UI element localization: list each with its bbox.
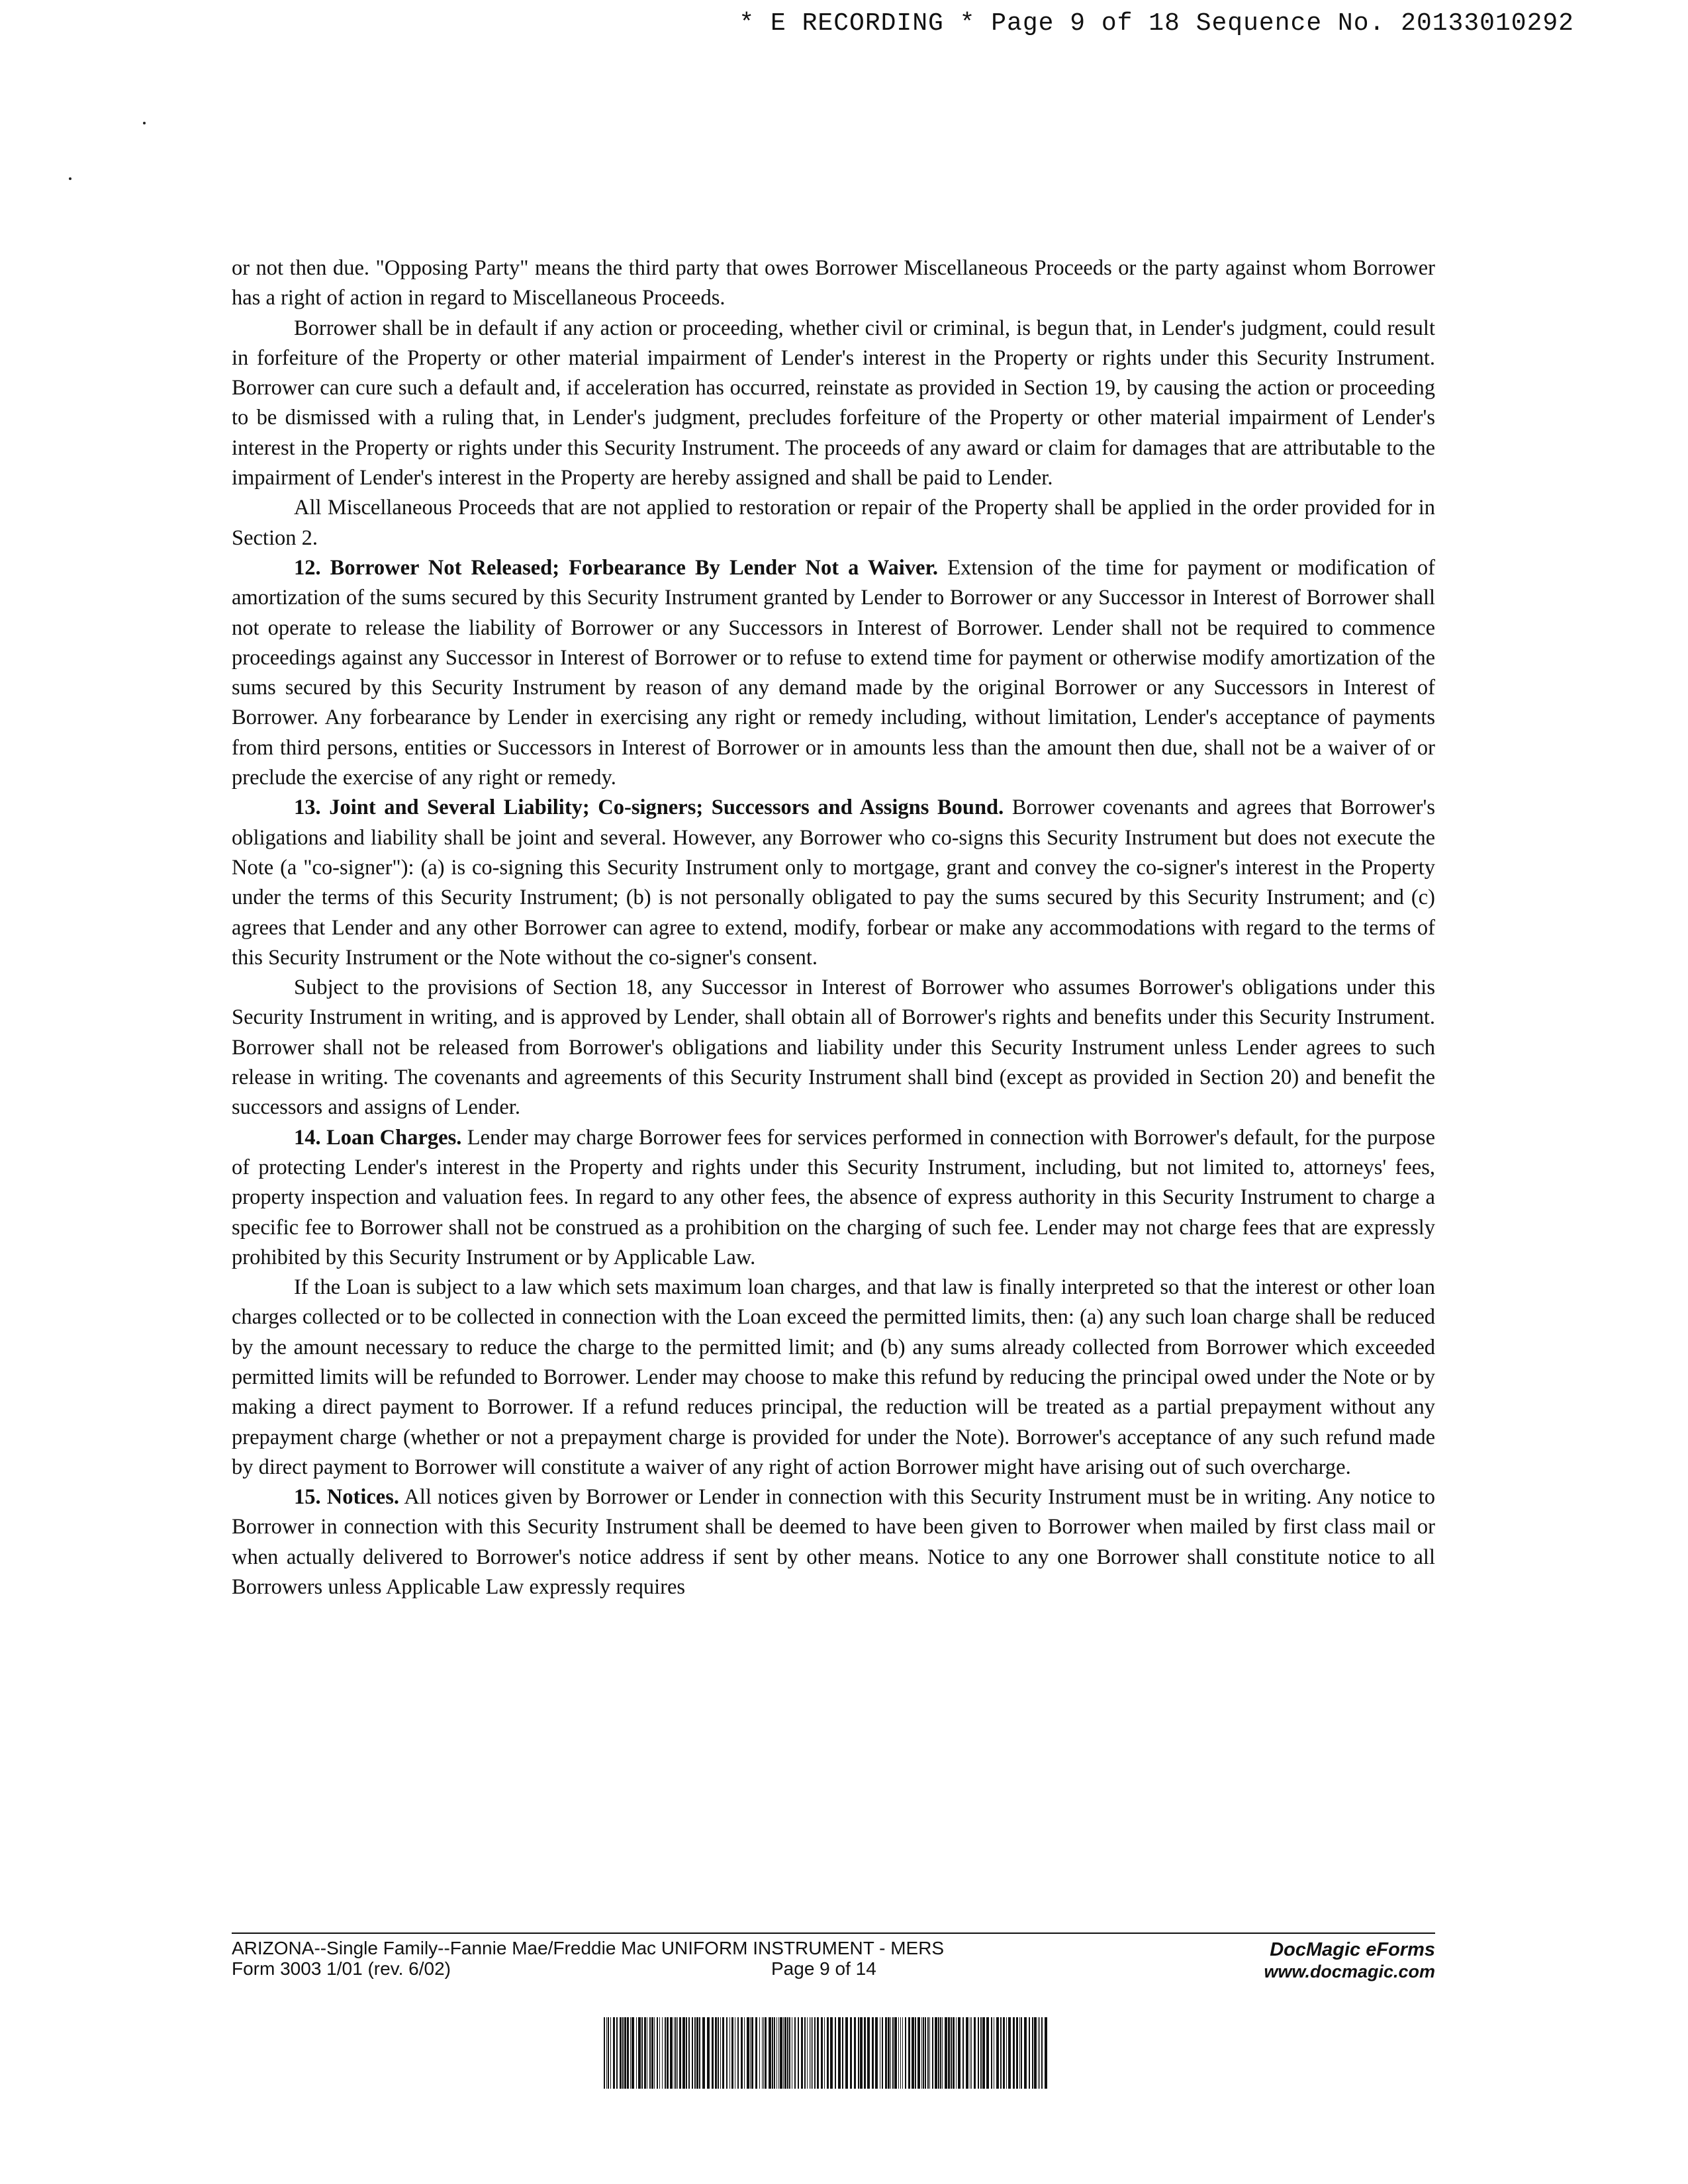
paragraph bbox=[232, 1482, 1435, 1602]
footer-brand bbox=[1264, 1939, 1435, 1983]
paragraph-text: Extension of the time for payment or modification of amortization of the sums secured by this Security Instrument granted by Lender to Borrower or any Successor in Interest of Borrower shall not operate to release the liability of Borrower or any Successors in Interest of Borrower. Lender shall not be required to commence proceedings against any Successor in Interest of Borrower or to refuse to extend time for payment or otherwise modify amortization of the sums secured by this Security Instrument by reason of any demand made by the original Borrower or any Successors in Interest of Borrower. Any forbearance by Lender in exercising any right or remedy including, without limitation, Lender's acceptance of payments from third persons, entities or Successors in Interest of Borrower or in amounts less than the amount then due, shall not be a waiver of or preclude the exercise of any right or remedy. bbox=[232, 555, 1435, 790]
paragraph-text: Lender may charge Borrower fees for services performed in connection with Borrower's default, for the purpose of protecting Lender's interest in the Property and rights under this Security Instrument, including, but not limited to, attorneys' fees, property inspection and valuation fees. In regard to any other fees, the absence of express authority in this Security Instrument to charge a specific fee to Borrower shall not be construed as a prohibition on the charging of such fee. Lender may not charge fees that are expressly prohibited by this Security Instrument or by Applicable Law. bbox=[232, 1125, 1435, 1269]
paragraph bbox=[232, 1123, 1435, 1273]
section-heading: 15. Notices. bbox=[294, 1485, 399, 1510]
scan-speck bbox=[143, 122, 146, 124]
paragraph bbox=[232, 253, 1435, 314]
docmagic-logo: DocMagic eForms bbox=[1270, 1939, 1435, 1960]
paragraph-text: If the Loan is subject to a law which sets maximum loan charges, and that law is finally interpreted so that the interest or other loan charges collected or to be collected in connection with the Loan exceed the permitted limits, then: (a) any such loan charge shall be reduced by the amount necessary to reduce the charge to the permitted limit; and (b) any sums already collected from Borrower which exceeded permitted limits will be refunded to Borrower. Lender may choose to make this refund by reducing the principal owed under the Note or by making a direct payment to Borrower. If a refund reduces principal, the reduction will be treated as a partial prepayment without any prepayment charge (whether or not a prepayment charge is provided for under the Note). Borrower's acceptance of any such refund made by direct payment to Borrower will constitute a waiver of any right of action Borrower might have arising out of such overcharge. bbox=[232, 1275, 1435, 1479]
footer-form-title: ARIZONA--Single Family--Fannie Mae/Freddie Mac UNIFORM INSTRUMENT - MERS bbox=[232, 1938, 945, 1958]
recording-header: * E RECORDING * Page 9 of 18 Sequence No. 20133010292 bbox=[739, 9, 1574, 38]
barcode-icon bbox=[604, 2017, 1047, 2089]
paragraph bbox=[232, 493, 1435, 553]
section-heading: 13. Joint and Several Liability; Co-signers; Successors and Assigns Bound. bbox=[294, 796, 1004, 820]
scan-speck bbox=[69, 177, 71, 180]
paragraph-text: All notices given by Borrower or Lender in connection with this Security Instrument must be in writing. Any notice to Borrower in connection with this Security Instrument shall be deemed to have been given to Borrower when mailed by first class mail or when actually delivered to Borrower's notice address if sent by other means. Notice to any one Borrower shall constitute notice to all Borrowers unless Applicable Law expressly requires bbox=[232, 1485, 1435, 1600]
footer-form-number: Form 3003 1/01 (rev. 6/02) bbox=[232, 1958, 451, 1979]
paragraph bbox=[232, 553, 1435, 793]
paragraph-text: Subject to the provisions of Section 18, any Successor in Interest of Borrower who assumes Borrower's obligations under this Security Instrument in writing, and is approved by Lender, shall obtain all of Borrower's rights and benefits under this Security Instrument. Borrower shall not be released from Borrower's obligations and liability under this Security Instrument unless Lender agrees to such release in writing. The covenants and agreements of this Security Instrument shall bind (except as provided in Section 20) and benefit the successors and assigns of Lender. bbox=[232, 976, 1435, 1120]
paragraph-text: or not then due. "Opposing Party" means the third party that owes Borrower Miscellaneous Proceeds or the party against whom Borrower has a right of action in regard to Miscellaneous Proceeds. bbox=[232, 256, 1435, 310]
paragraph-text: All Miscellaneous Proceeds that are not applied to restoration or repair of the Property shall be applied in the order provided for in Section 2. bbox=[232, 496, 1435, 550]
docmagic-url: www.docmagic.com bbox=[1264, 1962, 1435, 1981]
paragraph bbox=[232, 793, 1435, 973]
section-heading: 12. Borrower Not Released; Forbearance By Lender Not a Waiver. bbox=[294, 555, 939, 580]
paragraph bbox=[232, 1273, 1435, 1482]
paragraph bbox=[232, 314, 1435, 494]
footer-page-number: Page 9 of 14 bbox=[771, 1958, 876, 1979]
paragraph bbox=[232, 973, 1435, 1122]
paragraph-text: Borrower covenants and agrees that Borrower's obligations and liability shall be joint and several. However, any Borrower who co-signs this Security Instrument but does not execute the Note (a "co-signer"): (a) is co-signing this Security Instrument only to mortgage, grant and convey the co-signer's interest in the Property under the terms of this Security Instrument; (b) is not personally obligated to pay the sums secured by this Security Instrument; and (c) agrees that Lender and any other Borrower can agree to extend, modify, forbear or make any accommodations with regard to the terms of this Security Instrument or the Note without the co-signer's consent. bbox=[232, 796, 1435, 970]
footer-divider bbox=[232, 1933, 1435, 1934]
paragraph-text: Borrower shall be in default if any action or proceeding, whether civil or criminal, is begun that, in Lender's judgment, could result in forfeiture of the Property or other material impairment of Lender's interest in the Property or rights under this Security Instrument. Borrower can cure such a default and, if acceleration has occurred, reinstate as provided in Section 19, by causing the action or proceeding to be dismissed with a ruling that, in Lender's judgment, precludes forfeiture of the Property or other material impairment of Lender's interest in the Property or rights under this Security Instrument. The proceeds of any award or claim for damages that are attributable to the impairment of Lender's interest in the Property are hereby assigned and shall be paid to Lender. bbox=[232, 316, 1435, 490]
document-body bbox=[232, 253, 1435, 1602]
section-heading: 14. Loan Charges. bbox=[294, 1125, 462, 1150]
